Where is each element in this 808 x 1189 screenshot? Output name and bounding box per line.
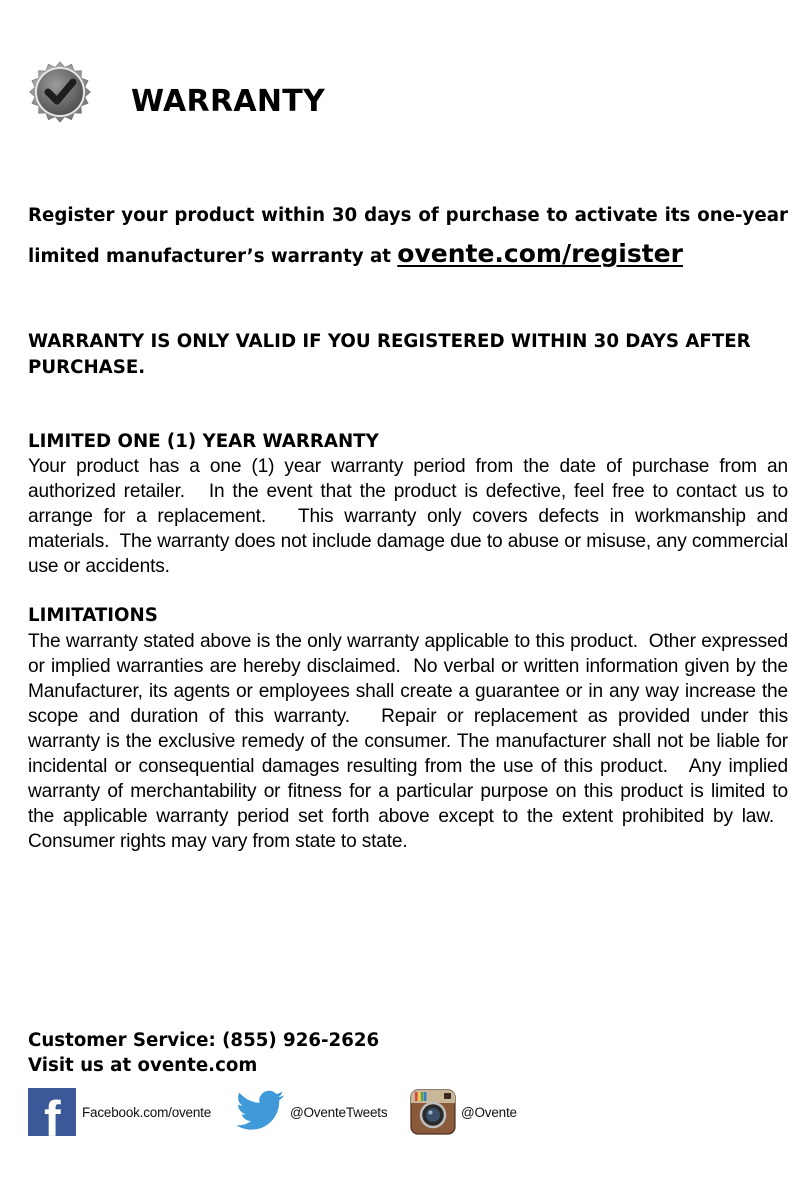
register-link[interactable]: ovente.com/register: [397, 239, 683, 268]
instagram-link[interactable]: [410, 1089, 517, 1135]
registration-line-1: Register your product within 30 days of purchase to activate its one-year: [28, 205, 788, 226]
page-title: WARRANTY: [131, 84, 326, 119]
validity-notice: WARRANTY IS ONLY VALID IF YOU REGISTERED WITHIN 30 DAYS AFTER PURCHASE.: [28, 331, 751, 378]
twitter-label: @OventeTweets: [290, 1104, 388, 1120]
checkmark-badge-icon: [18, 50, 102, 134]
customer-service-phone: Customer Service: (855) 926-2626: [28, 1030, 380, 1051]
limitations-heading: LIMITATIONS: [28, 605, 158, 626]
visit-website: [28, 1055, 257, 1076]
visit-website-text: Visit us at: [28, 1055, 132, 1076]
facebook-label: Facebook.com/ovente: [82, 1104, 212, 1120]
twitter-link[interactable]: [234, 1089, 387, 1135]
facebook-icon: f: [28, 1088, 76, 1136]
registration-line-2: [28, 239, 683, 268]
limited-warranty-heading: LIMITED ONE (1) YEAR WARRANTY: [28, 431, 379, 452]
limitations-body: The warranty stated above is the only warranty applicable to this product. Other expressed or implied warranties are hereby disclaimed. No verbal or written information given by the Manufacturer, its agents or employees shall create a guarantee or in any way increase the scope and duration of this warranty. Repair or replacement as provided under this warranty is the exclusive remedy of the consumer. The manufacturer shall not be liable for incidental or consequential damages resulting from the use of this product. Any implied warranty of merchantability or fitness for a particular purpose on this product is limited to the applicable warranty period set forth above except to the extent prohibited by law. Consumer rights may vary from state to state.: [28, 631, 788, 852]
website-link[interactable]: ovente.com: [137, 1055, 258, 1076]
facebook-link[interactable]: [28, 1088, 211, 1136]
instagram-label: @Ovente: [461, 1104, 517, 1120]
twitter-icon: [234, 1089, 286, 1135]
limited-warranty-body: Your product has a one (1) year warranty period from the date of purchase from an authorized retailer. In the event that the product is defective, feel free to contact us to arrange for a replacement. This warranty only covers defects in workmanship and materials. The warranty does not include damage due to abuse or misuse, any commercial use or accidents.: [28, 456, 788, 577]
registration-line-2-text: limited manufacturer’s warranty at: [28, 246, 391, 267]
instagram-icon: [410, 1089, 456, 1135]
